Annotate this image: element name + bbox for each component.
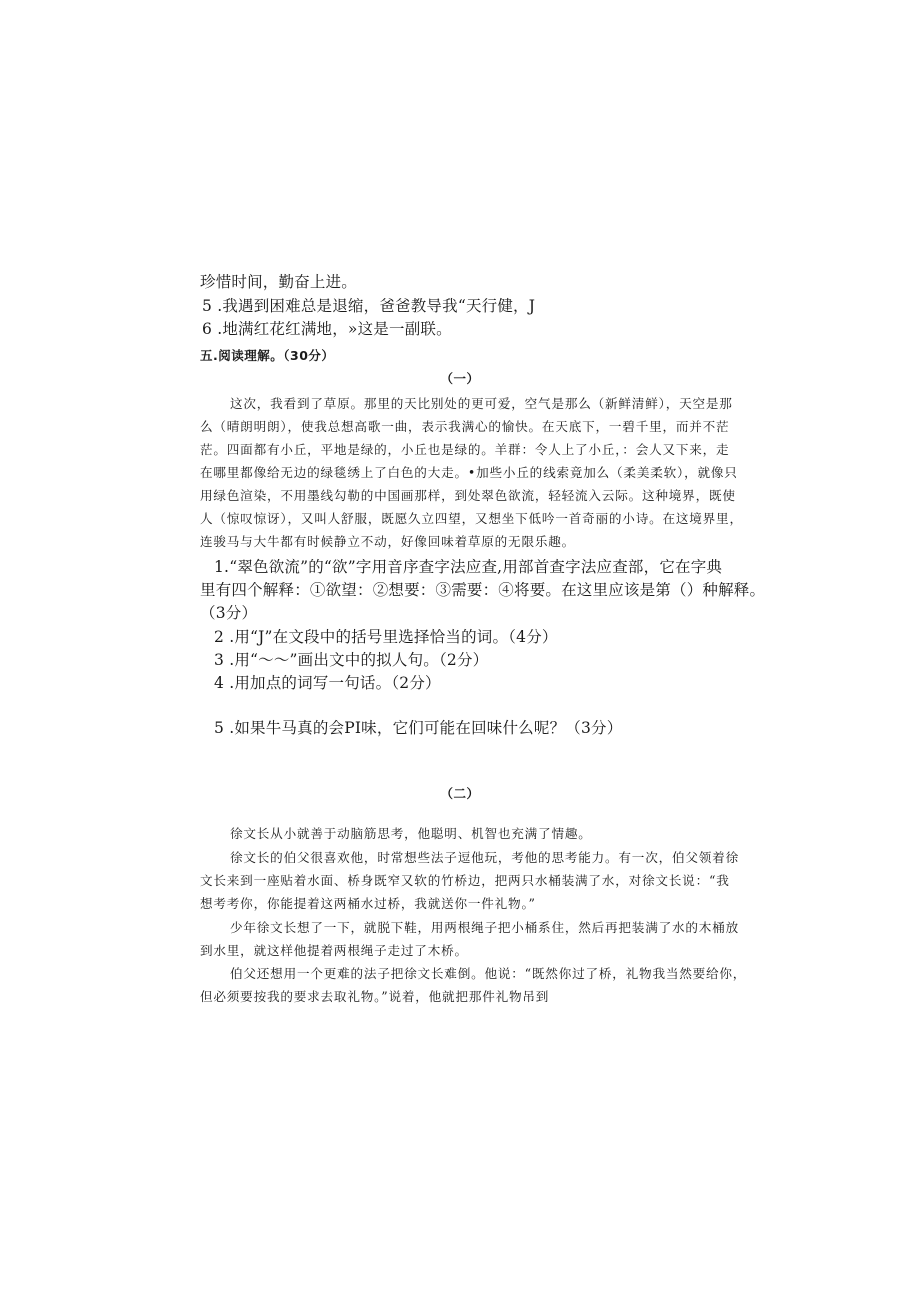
paragraph-line: 徐文长的伯父很喜欢他，时常想些法子逗他玩，考他的思考能力。有一次，伯父领着徐 [230,850,739,865]
part1-title: （一） [440,371,480,386]
question-4-line: 4 .用加点的词写一句话。（2分） [214,674,441,692]
paragraph-line: 徐文长从小就善于动脑筋思考，他聪明、机智也充满了情趣。 [230,826,592,841]
paragraph-line: 文长来到一座贴着水面、桥身既窄又软的竹桥边，把两只水桶装满了水，对徐文长说：“我 [200,873,730,888]
paragraph-line: 伯父还想用一个更难的法子把徐文长难倒。他说：“既然你过了桥，礼物我当然要给你， [230,966,747,981]
question-1-line-2: 里有四个解释：①欲望：②想要：③需要：④将要。在这里应该是第（）种解释。 [200,581,766,599]
question-1-line: 1.“翠色欲流”的“欲”字用音序查字法应查,用部首查字法应查部，它在字典 [214,558,723,576]
question-5-line: 5 .我遇到困难总是退缩，爸爸教导我“天行健，J [202,297,536,315]
paragraph-line: 连骏马与大牛都有时候静立不动，好像回味着草原的无限乐趣。 [200,534,576,549]
paragraph-line: 人（惊叹惊讶），又叫人舒服，既愿久立四望，又想坐下低吟一首奇丽的小诗。在这境界里， [200,511,743,526]
paragraph-line: 在哪里都像给无边的绿毯绣上了白色的大走。•加些小丘的线索竟加么（柔美柔软），就像只 [200,465,738,480]
paragraph-line: 茫。四面都有小丘，平地是绿的，小丘也是绿的。羊群：令人上了小丘，：会人又下来，走 [200,442,730,457]
paragraph-line: 但必须要按我的要求去取礼物。”说着，他就把那件礼物吊到 [200,989,550,1004]
paragraph-line: 这次，我看到了草原。那里的天比别处的更可爱，空气是那么（新鲜清鲜），天空是那 [230,396,733,411]
question-6-line: 6 .地满红花红满地，»这是一副联。 [202,320,452,338]
section-heading: 五.阅读理解。（30分） [200,348,335,363]
question-5-line: 5 .如果牛马真的会PI味，它们可能在回味什么呢？（3分） [214,719,623,737]
question-3-line: 3 .用“～～”画出文中的拟人句。（2分） [214,651,489,669]
paragraph-line: 到水里，就这样他提着两根绳子走过了木桥。 [200,943,468,958]
part2-title: （二） [440,786,480,801]
paragraph-line: 用绿色渲染，不用墨线勾勒的中国画那样，到处翠色欲流，轻轻流入云际。这种境界，既使 [200,488,736,503]
paragraph-line: 想考考你，你能提着这两桶水过桥，我就送你一件礼物。” [200,896,536,911]
text-line: 珍惜时间，勤奋上进。 [200,273,358,291]
paragraph-line: 么（晴朗明朗），使我总想高歌一曲，表示我满心的愉快。在天底下，一碧千里，而并不茫 [200,419,730,434]
question-2-line: 2 .用“J”在文段中的括号里选择恰当的词。（4分） [214,628,558,646]
paragraph-line: 少年徐文长想了一下，就脱下鞋，用两根绳子把小桶系住，然后再把装满了水的木桶放 [230,920,739,935]
question-1-points: （3分） [200,604,258,622]
